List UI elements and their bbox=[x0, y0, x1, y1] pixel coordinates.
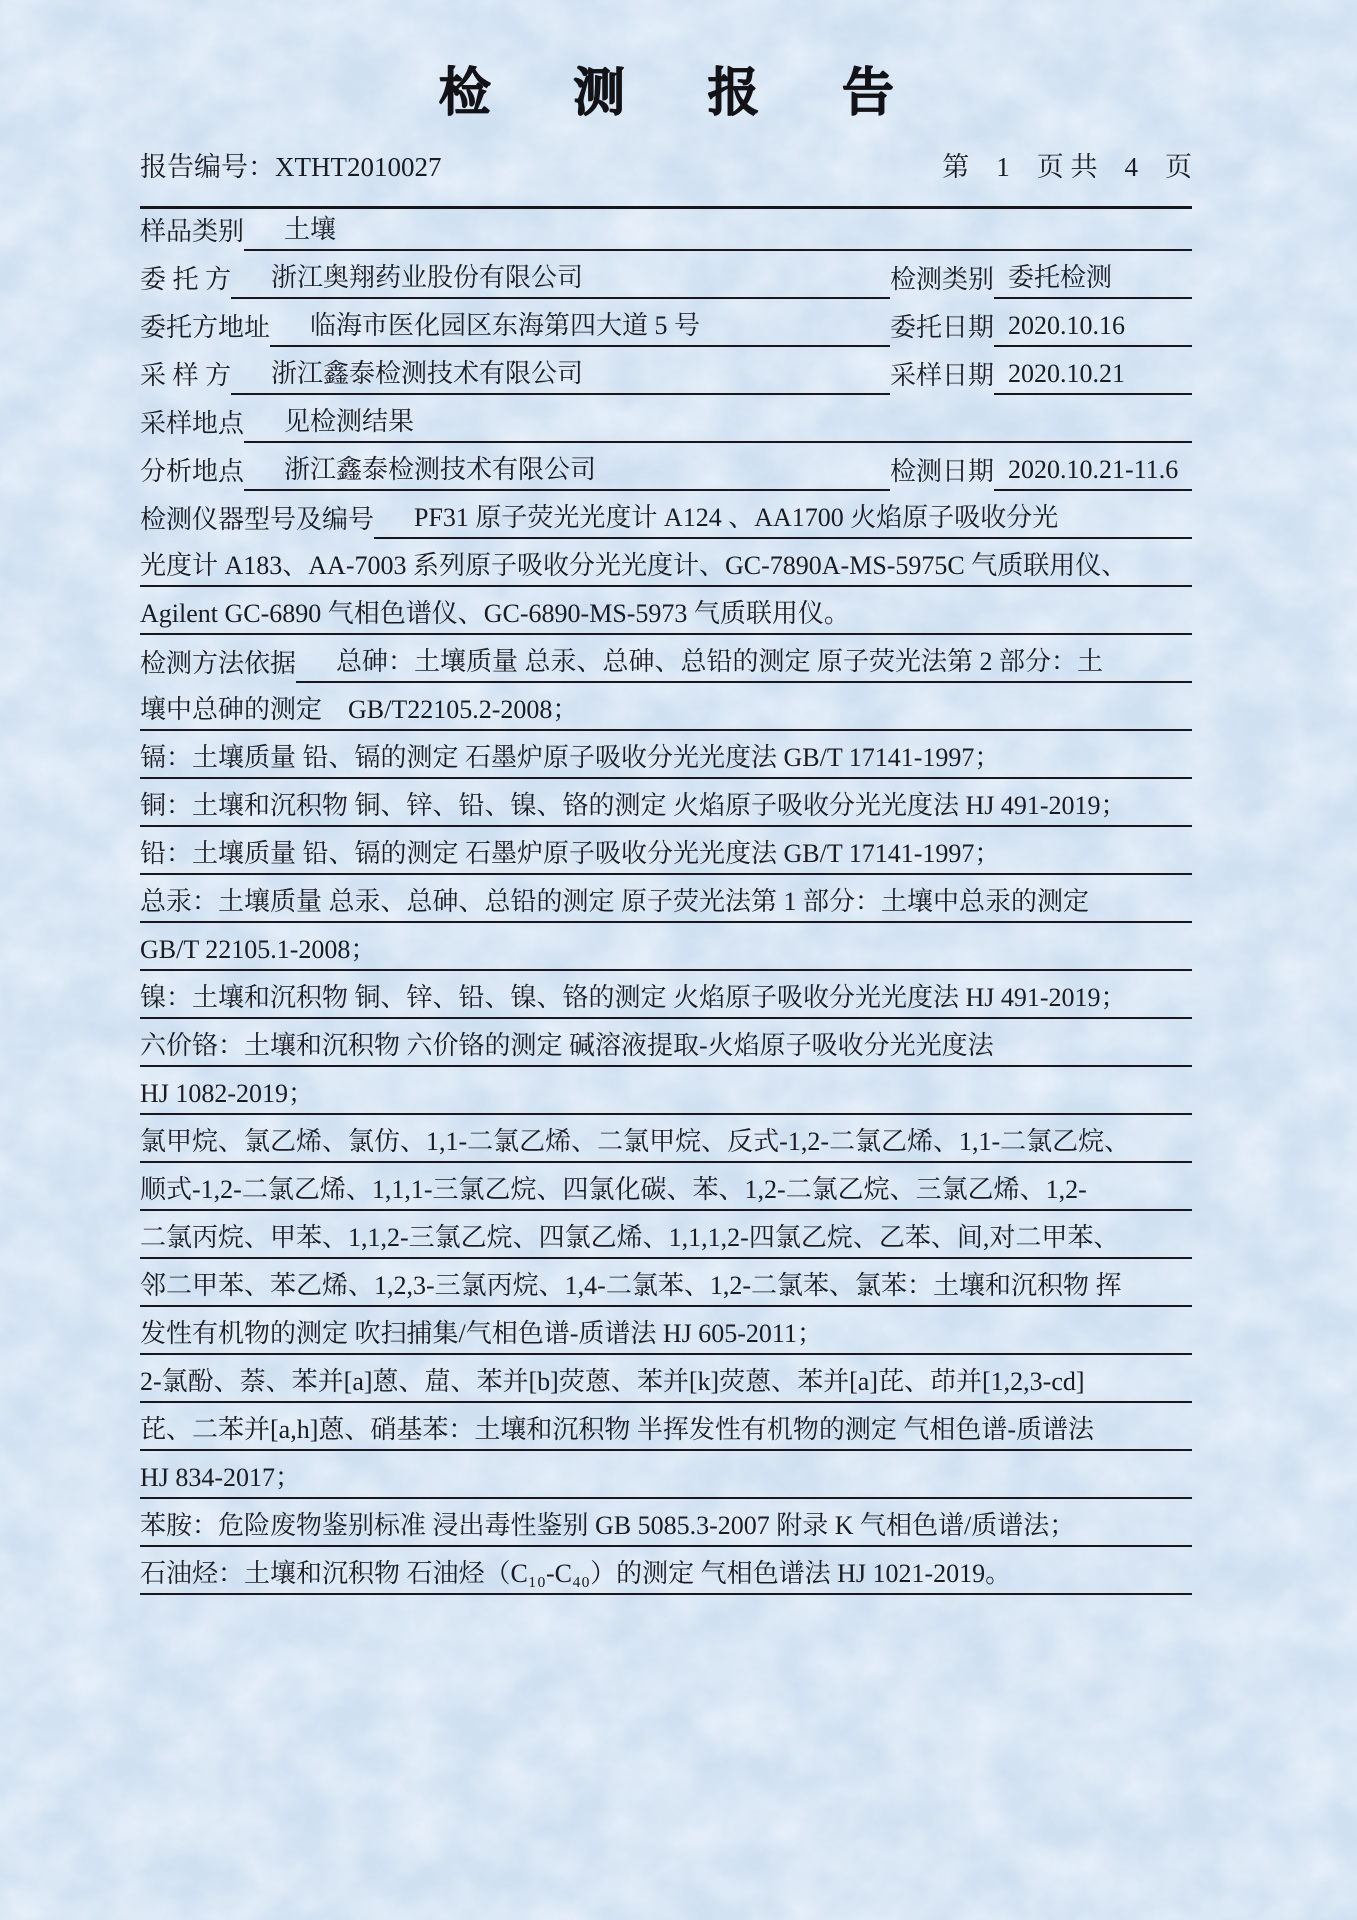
form-continuation-line bbox=[140, 1259, 1192, 1307]
field-value: 委托检测 bbox=[994, 261, 1192, 299]
line-text: 铜：土壤和沉积物 铜、锌、铅、镍、铬的测定 火焰原子吸收分光光度法 HJ 491-2019； bbox=[140, 789, 1192, 827]
form-row-right bbox=[890, 357, 1192, 395]
field-label: 检测日期 bbox=[890, 457, 995, 486]
form-row-right bbox=[890, 261, 1192, 299]
field-label: 采样日期 bbox=[890, 361, 995, 390]
form-row bbox=[140, 347, 1192, 395]
form-continuation-line bbox=[140, 587, 1192, 635]
form-continuation-line bbox=[140, 1499, 1192, 1547]
form-row bbox=[140, 299, 1192, 347]
line-text: 氯甲烷、氯乙烯、氯仿、1,1-二氯乙烯、二氯甲烷、反式-1,2-二氯乙烯、1,1-二氯乙烷、 bbox=[140, 1125, 1192, 1163]
line-text: 二氯丙烷、甲苯、1,1,2-三氯乙烷、四氯乙烯、1,1,1,2-四氯乙烷、乙苯、间,对二甲苯、 bbox=[140, 1221, 1192, 1259]
field-label: 采 样 方 bbox=[140, 361, 232, 390]
field-label: 检测类别 bbox=[890, 265, 995, 294]
line-text: 2-氯酚、萘、苯并[a]蒽、䓛、苯并[b]荧蒽、苯并[k]荧蒽、苯并[a]芘、茚并[1,2,3-cd] bbox=[140, 1365, 1192, 1403]
field-label: 采样地点 bbox=[140, 409, 245, 438]
page-indicator: 第 1 页 共 4 页 bbox=[942, 152, 1192, 182]
line-text: HJ 1082-2019； bbox=[140, 1077, 1192, 1115]
form-row bbox=[140, 395, 1192, 443]
field-label: 检测方法依据 bbox=[140, 649, 297, 678]
form-continuation-line bbox=[140, 1451, 1192, 1499]
form-continuation-line bbox=[140, 683, 1192, 731]
line-text: 镉：土壤质量 铅、镉的测定 石墨炉原子吸收分光光度法 GB/T 17141-1997； bbox=[140, 741, 1192, 779]
form-row-right bbox=[890, 453, 1192, 491]
field-value: PF31 原子荧光光度计 A124 、AA1700 火焰原子吸收分光 bbox=[374, 501, 1192, 539]
line-text: 石油烃：土壤和沉积物 石油烃（C₁₀-C₄₀）的测定 气相色谱法 HJ 1021-2019。 bbox=[140, 1557, 1192, 1595]
line-text: 六价铬：土壤和沉积物 六价铬的测定 碱溶液提取-火焰原子吸收分光光度法 bbox=[140, 1029, 1192, 1067]
form-continuation-line bbox=[140, 827, 1192, 875]
report-content bbox=[140, 0, 1192, 1595]
line-text: HJ 834-2017； bbox=[140, 1461, 1192, 1499]
line-text: Agilent GC-6890 气相色谱仪、GC-6890-MS-5973 气质联用仪。 bbox=[140, 597, 1192, 635]
form-continuation-line bbox=[140, 1019, 1192, 1067]
field-value: 2020.10.21 bbox=[994, 357, 1192, 395]
form-row bbox=[140, 251, 1192, 299]
line-text: 顺式-1,2-二氯乙烯、1,1,1-三氯乙烷、四氯化碳、苯、1,2-二氯乙烷、三氯乙烯、1,2- bbox=[140, 1173, 1192, 1211]
form-row bbox=[140, 491, 1192, 539]
line-text: 铅：土壤质量 铅、镉的测定 石墨炉原子吸收分光光度法 GB/T 17141-1997； bbox=[140, 837, 1192, 875]
field-value: 浙江鑫泰检测技术有限公司 bbox=[244, 453, 890, 491]
form-row bbox=[140, 209, 1192, 251]
report-meta-row bbox=[140, 150, 1192, 184]
page-title: 检 测 报 告 bbox=[438, 64, 928, 122]
form-row bbox=[140, 635, 1192, 683]
form-continuation-line bbox=[140, 923, 1192, 971]
form-continuation-line bbox=[140, 1211, 1192, 1259]
form-row bbox=[140, 443, 1192, 491]
field-label: 委托方地址 bbox=[140, 313, 271, 342]
field-value: 临海市医化园区东海第四大道 5 号 bbox=[270, 309, 890, 347]
form-continuation-line bbox=[140, 1403, 1192, 1451]
form-continuation-line bbox=[140, 731, 1192, 779]
form-continuation-line bbox=[140, 1547, 1192, 1595]
form-continuation-line bbox=[140, 1355, 1192, 1403]
field-value: 土壤 bbox=[244, 213, 1192, 251]
line-text: 镍：土壤和沉积物 铜、锌、铅、镍、铬的测定 火焰原子吸收分光光度法 HJ 491-2019； bbox=[140, 981, 1192, 1019]
line-text: 发性有机物的测定 吹扫捕集/气相色谱-质谱法 HJ 605-2011； bbox=[140, 1317, 1192, 1355]
form-continuation-line bbox=[140, 779, 1192, 827]
report-number bbox=[140, 150, 441, 184]
field-value: 浙江奥翔药业股份有限公司 bbox=[231, 261, 890, 299]
report-number-label: 报告编号： bbox=[140, 152, 275, 182]
field-label: 分析地点 bbox=[140, 457, 245, 486]
form-continuation-line bbox=[140, 539, 1192, 587]
line-text: 总汞：土壤质量 总汞、总砷、总铅的测定 原子荧光法第 1 部分：土壤中总汞的测定 bbox=[140, 885, 1192, 923]
form-continuation-line bbox=[140, 1067, 1192, 1115]
line-text: 苯胺：危险废物鉴别标准 浸出毒性鉴别 GB 5085.3-2007 附录 K 气相色谱/质谱法； bbox=[140, 1509, 1192, 1547]
field-label: 委 托 方 bbox=[140, 265, 232, 294]
form-rows bbox=[140, 209, 1192, 1595]
field-label: 委托日期 bbox=[890, 313, 995, 342]
form-continuation-line bbox=[140, 875, 1192, 923]
field-value: 见检测结果 bbox=[244, 405, 1192, 443]
line-text: 芘、二苯并[a,h]蒽、硝基苯：土壤和沉积物 半挥发性有机物的测定 气相色谱-质谱法 bbox=[140, 1413, 1192, 1451]
form-continuation-line bbox=[140, 1307, 1192, 1355]
field-value: 2020.10.21-11.6 bbox=[994, 453, 1192, 491]
form-row-right bbox=[890, 309, 1192, 347]
field-label: 检测仪器型号及编号 bbox=[140, 505, 375, 534]
field-value: 浙江鑫泰检测技术有限公司 bbox=[231, 357, 890, 395]
line-text: 光度计 A183、AA-7003 系列原子吸收分光光度计、GC-7890A-MS-5975C 气质联用仪、 bbox=[140, 549, 1192, 587]
line-text: 壤中总砷的测定 GB/T22105.2-2008； bbox=[140, 693, 1192, 731]
line-text: GB/T 22105.1-2008； bbox=[140, 933, 1192, 971]
form-continuation-line bbox=[140, 1115, 1192, 1163]
field-value: 2020.10.16 bbox=[994, 309, 1192, 347]
field-label: 样品类别 bbox=[140, 217, 245, 246]
field-value: 总砷：土壤质量 总汞、总砷、总铅的测定 原子荧光法第 2 部分：土 bbox=[296, 645, 1192, 683]
line-text: 邻二甲苯、苯乙烯、1,2,3-三氯丙烷、1,4-二氯苯、1,2-二氯苯、氯苯：土壤和沉积物 挥 bbox=[140, 1269, 1192, 1307]
form-continuation-line bbox=[140, 971, 1192, 1019]
form-continuation-line bbox=[140, 1163, 1192, 1211]
report-number-value: XTHT2010027 bbox=[275, 152, 442, 182]
